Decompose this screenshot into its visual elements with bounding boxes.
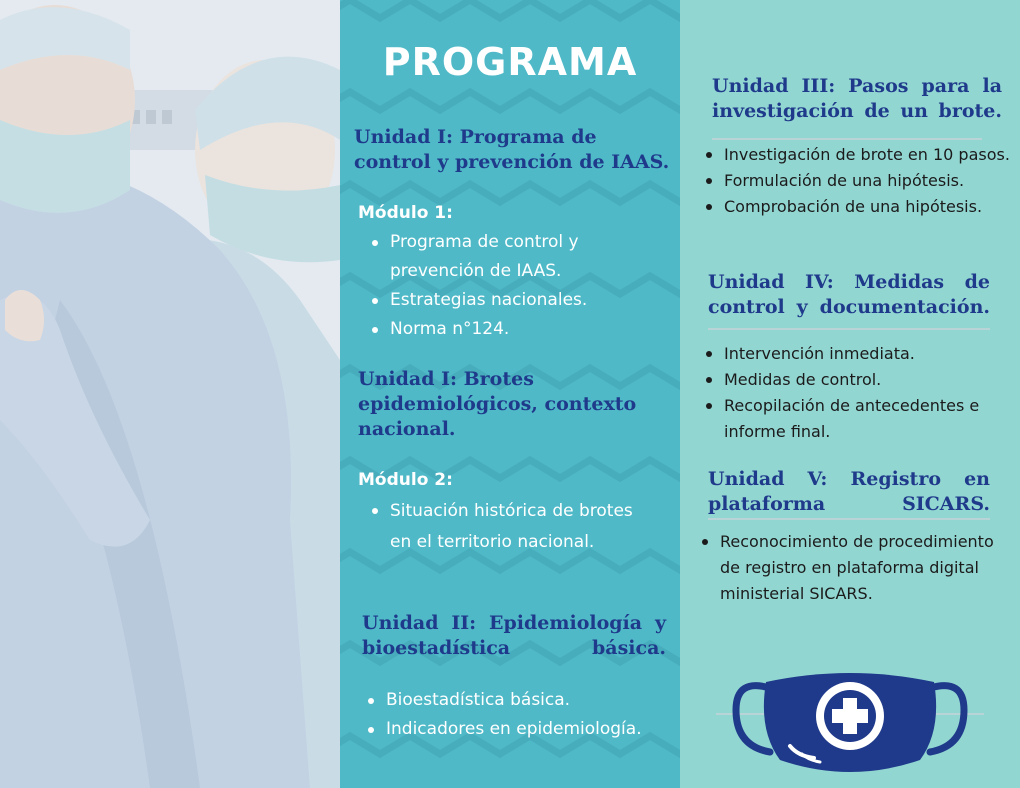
unit-1b-title: Unidad I: Brotes epidemiológicos, contexto nacional. bbox=[358, 368, 637, 440]
list-item: Reconocimiento de procedimiento de registro en plataforma digital ministerial SICARS. bbox=[698, 529, 998, 607]
unit-4-list bbox=[702, 341, 1014, 445]
zigzag-pattern bbox=[340, 0, 680, 18]
module-2-list bbox=[368, 496, 638, 558]
medical-mask-icon bbox=[730, 660, 970, 780]
surgeons-photo bbox=[0, 0, 340, 788]
list-item: Indicadores en epidemiología. bbox=[364, 715, 680, 744]
unit-1-title: Unidad I: Programa de control y prevención de IAAS. bbox=[354, 126, 670, 173]
unit-4-title: Unidad IV: Medidas de control y documentación. bbox=[708, 271, 990, 318]
list-item: Situación histórica de brotes en el territorio nacional. bbox=[368, 496, 638, 558]
zigzag-pattern bbox=[340, 184, 680, 202]
list-item: Bioestadística básica. bbox=[364, 686, 680, 715]
list-item: Investigación de brote en 10 pasos. bbox=[702, 142, 1014, 168]
unit-3-title: Unidad III: Pasos para la investigación de un brote. bbox=[712, 75, 1002, 122]
list-item: Medidas de control. bbox=[702, 367, 1014, 393]
module-1-label: Módulo 1: bbox=[358, 203, 453, 223]
zigzag-pattern bbox=[340, 92, 680, 110]
unit-2-list bbox=[364, 686, 680, 744]
unit-5-list bbox=[698, 529, 998, 607]
divider bbox=[708, 328, 990, 330]
list-item: Intervención inmediata. bbox=[702, 341, 1014, 367]
program-right-panel bbox=[680, 0, 1020, 788]
list-item: Estrategias nacionales. bbox=[368, 286, 668, 315]
unit-5-title: Unidad V: Registro en plataforma SICARS. bbox=[708, 468, 990, 515]
module-2-label: Módulo 2: bbox=[358, 470, 453, 490]
page-title: PROGRAMA bbox=[382, 40, 638, 84]
list-item: Programa de control y prevención de IAAS. bbox=[368, 228, 668, 286]
program-middle-panel bbox=[340, 0, 680, 788]
unit-2-title: Unidad II: Epidemiología y bioestadística básica. bbox=[362, 612, 666, 659]
list-item: Comprobación de una hipótesis. bbox=[702, 194, 1014, 220]
module-1-list bbox=[368, 228, 668, 344]
divider bbox=[712, 138, 982, 140]
list-item: Recopilación de antecedentes e informe final. bbox=[702, 393, 1014, 445]
list-item: Formulación de una hipótesis. bbox=[702, 168, 1014, 194]
unit-3-list bbox=[702, 142, 1014, 220]
list-item: Norma n°124. bbox=[368, 315, 668, 344]
divider bbox=[708, 518, 990, 520]
